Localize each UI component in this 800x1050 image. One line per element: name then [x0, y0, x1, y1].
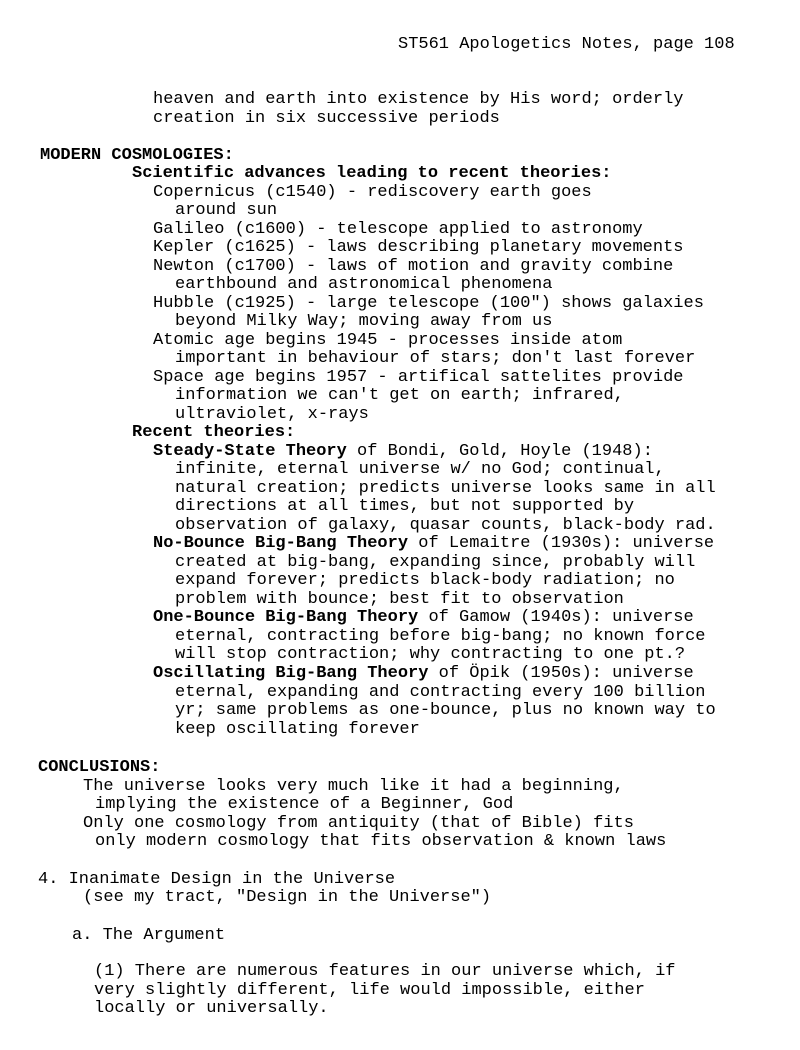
theory-line: natural creation; predicts universe looks same in all [175, 479, 716, 498]
theory-line: keep oscillating forever [175, 720, 420, 739]
theory-text: of Bondi, Gold, Hoyle (1948): [346, 442, 653, 461]
theory-first-line [153, 443, 653, 462]
conclusion-line: implying the existence of a Beginner, God [95, 795, 514, 814]
page-header: ST561 Apologetics Notes, page 108 [398, 35, 735, 54]
paragraph-line: very slightly different, life would impossible, either [94, 981, 645, 1000]
advance-line: Newton (c1700) - laws of motion and gravity combine [153, 257, 674, 276]
section-subtitle: (see my tract, "Design in the Universe") [83, 888, 492, 907]
intro-line: creation in six successive periods [153, 109, 500, 128]
subheading-advances: Scientific advances leading to recent theories: [132, 164, 612, 183]
theory-line: observation of galaxy, quasar counts, black-body rad. [175, 516, 716, 535]
advance-line: Hubble (c1925) - large telescope (100") shows galaxies [153, 294, 704, 313]
conclusion-line: The universe looks very much like it had a beginning, [83, 777, 624, 796]
theory-line: eternal, expanding and contracting every 100 billion [175, 683, 706, 702]
theory-line: will stop contraction; why contracting to one pt.? [175, 645, 686, 664]
section-heading-modern: MODERN COSMOLOGIES: [40, 146, 234, 165]
theory-line: infinite, eternal universe w/ no God; continual, [175, 460, 665, 479]
advance-line: Space age begins 1957 - artifical sattelites provide [153, 368, 684, 387]
section-title: 4. Inanimate Design in the Universe [38, 870, 396, 889]
theory-name: Oscillating Big-Bang Theory [153, 664, 429, 683]
advance-line: earthbound and astronomical phenomena [175, 275, 553, 294]
advance-line: important in behaviour of stars; don't last forever [175, 349, 696, 368]
theory-line: yr; same problems as one-bounce, plus no known way to [175, 701, 716, 720]
theory-text: of Lemaitre (1930s): universe [408, 534, 715, 553]
advance-line: beyond Milky Way; moving away from us [175, 312, 553, 331]
intro-line: heaven and earth into existence by His word; orderly [153, 90, 684, 109]
advance-line: Atomic age begins 1945 - processes inside atom [153, 331, 623, 350]
theory-name: Steady-State Theory [153, 442, 347, 461]
advance-line: Galileo (c1600) - telescope applied to astronomy [153, 220, 643, 239]
conclusion-line: only modern cosmology that fits observation & known laws [95, 832, 667, 851]
section-heading-conclusions: CONCLUSIONS: [38, 758, 161, 777]
subsection-title: a. The Argument [72, 926, 226, 945]
advance-line: Kepler (c1625) - laws describing planetary movements [153, 238, 684, 257]
advance-line: Copernicus (c1540) - rediscovery earth goes [153, 183, 592, 202]
conclusion-line: Only one cosmology from antiquity (that of Bible) fits [83, 814, 634, 833]
subheading-recent: Recent theories: [132, 423, 296, 442]
theory-text: of Öpik (1950s): universe [428, 664, 694, 683]
advance-line: around sun [175, 201, 278, 220]
paragraph-line: (1) There are numerous features in our universe which, if [94, 962, 676, 981]
paragraph-line: locally or universally. [94, 999, 329, 1018]
advance-line: ultraviolet, x-rays [175, 405, 369, 424]
theory-first-line [153, 665, 694, 684]
theory-line: problem with bounce; best fit to observation [175, 590, 624, 609]
theory-name: One-Bounce Big-Bang Theory [153, 608, 419, 627]
theory-line: expand forever; predicts black-body radiation; no [175, 571, 675, 590]
theory-first-line [153, 609, 694, 628]
theory-line: directions at all times, but not supported by [175, 497, 635, 516]
advance-line: information we can't get on earth; infrared, [175, 386, 624, 405]
theory-line: created at big-bang, expanding since, probably will [175, 553, 696, 572]
theory-text: of Gamow (1940s): universe [418, 608, 694, 627]
theory-line: eternal, contracting before big-bang; no known force [175, 627, 706, 646]
theory-name: No-Bounce Big-Bang Theory [153, 534, 409, 553]
theory-first-line [153, 535, 714, 554]
